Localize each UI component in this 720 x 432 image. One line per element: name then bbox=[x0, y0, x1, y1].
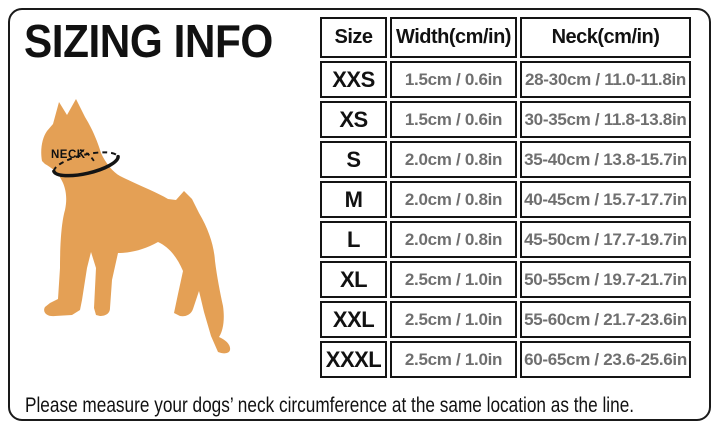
neck-value: 45-50cm / 17.7-19.7in bbox=[520, 221, 691, 258]
table-header-row bbox=[320, 17, 691, 58]
width-value: 2.5cm / 1.0in bbox=[390, 341, 517, 378]
table-row bbox=[320, 261, 691, 298]
width-value: 1.5cm / 0.6in bbox=[390, 61, 517, 98]
size-label: XS bbox=[320, 101, 387, 138]
size-label: XXS bbox=[320, 61, 387, 98]
table-row bbox=[320, 341, 691, 378]
size-label: L bbox=[320, 221, 387, 258]
table-row bbox=[320, 61, 691, 98]
width-value: 1.5cm / 0.6in bbox=[390, 101, 517, 138]
size-label: XXL bbox=[320, 301, 387, 338]
neck-value: 60-65cm / 23.6-25.6in bbox=[520, 341, 691, 378]
header-width: Width(cm/in) bbox=[390, 17, 517, 58]
neck-value: 50-55cm / 19.7-21.7in bbox=[520, 261, 691, 298]
neck-value: 55-60cm / 21.7-23.6in bbox=[520, 301, 691, 338]
width-value: 2.0cm / 0.8in bbox=[390, 141, 517, 178]
width-value: 2.5cm / 1.0in bbox=[390, 261, 517, 298]
sizing-table bbox=[317, 14, 694, 381]
size-label: M bbox=[320, 181, 387, 218]
table-row bbox=[320, 101, 691, 138]
size-label: XL bbox=[320, 261, 387, 298]
page-title: SIZING INFO bbox=[24, 15, 273, 67]
dog-illustration bbox=[30, 90, 250, 360]
measurement-note: Please measure your dogs’ neck circumference at the same location as the line. bbox=[25, 394, 635, 417]
neck-value: 28-30cm / 11.0-11.8in bbox=[520, 61, 691, 98]
table-row bbox=[320, 181, 691, 218]
dog-silhouette bbox=[41, 99, 230, 353]
table-row bbox=[320, 141, 691, 178]
width-value: 2.0cm / 0.8in bbox=[390, 181, 517, 218]
size-label: XXXL bbox=[320, 341, 387, 378]
table-row bbox=[320, 221, 691, 258]
neck-value: 30-35cm / 11.8-13.8in bbox=[520, 101, 691, 138]
neck-value: 35-40cm / 13.8-15.7in bbox=[520, 141, 691, 178]
size-label: S bbox=[320, 141, 387, 178]
header-size: Size bbox=[320, 17, 387, 58]
width-value: 2.0cm / 0.8in bbox=[390, 221, 517, 258]
header-neck: Neck(cm/in) bbox=[520, 17, 691, 58]
table-row bbox=[320, 301, 691, 338]
width-value: 2.5cm / 1.0in bbox=[390, 301, 517, 338]
neck-value: 40-45cm / 15.7-17.7in bbox=[520, 181, 691, 218]
neck-label: NECK bbox=[51, 149, 86, 161]
